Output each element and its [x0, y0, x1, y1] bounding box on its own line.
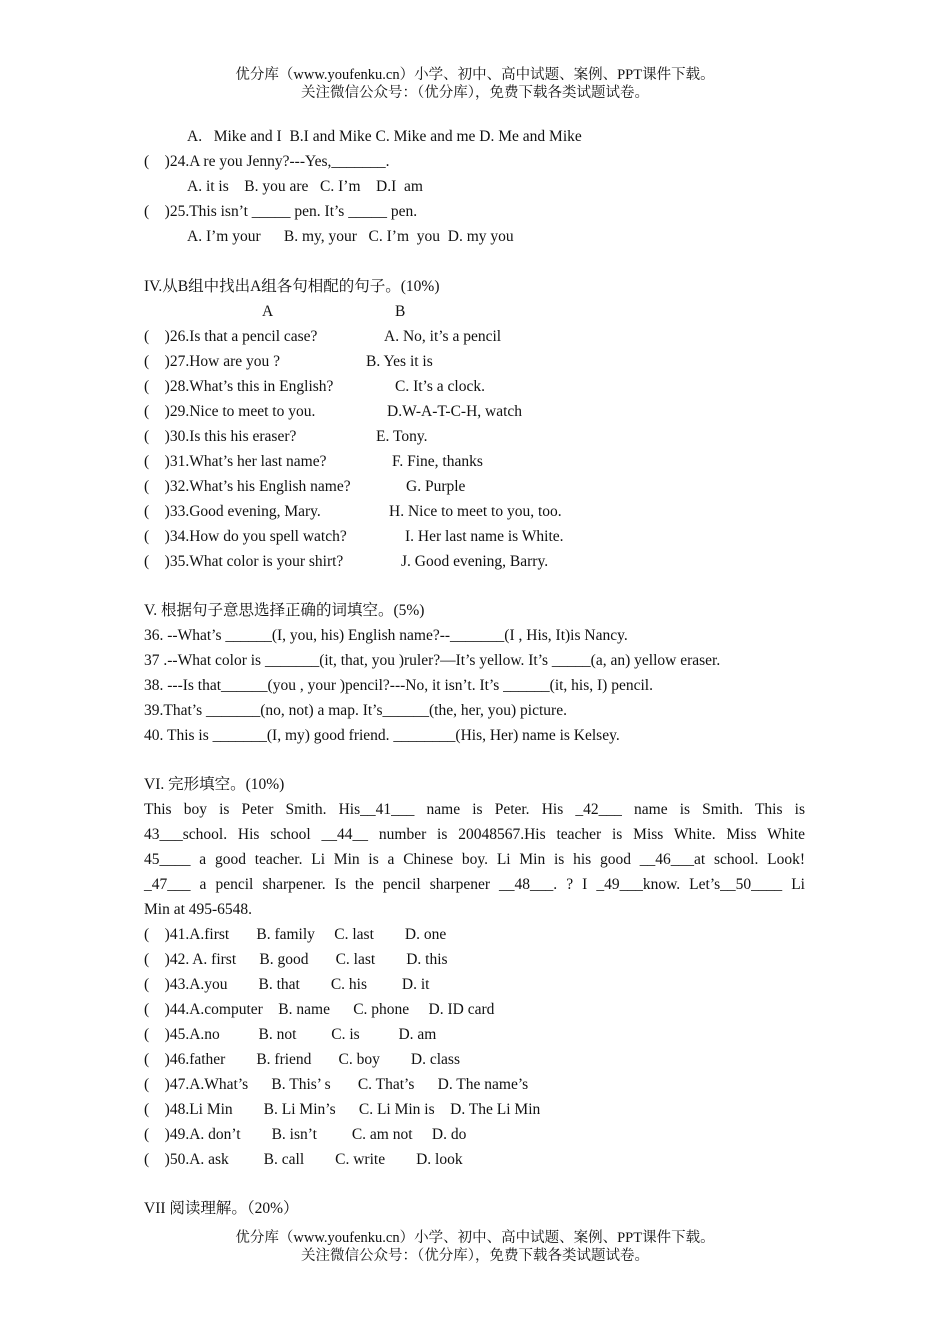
match-answer: J. Good evening, Barry.	[401, 553, 549, 570]
section-5-title: V. 根据句子意思选择正确的词填空。(5%)	[144, 602, 425, 619]
match-question: ( )28.What’s this in English?	[144, 378, 334, 395]
cloze-question: ( )50.A. ask B. call C. write D. look	[144, 1151, 463, 1168]
cloze-question: ( )43.A.you B. that C. his D. it	[144, 976, 430, 993]
page-header	[0, 66, 950, 102]
cloze-question: ( )42. A. first B. good C. last D. this	[144, 951, 448, 968]
fill-in-item: 38. ---Is that______(you , your )pencil?---No, it isn’t. It’s ______(it, his, I) pencil.	[144, 677, 653, 694]
cloze-question: ( )47.A.What’s B. This’ s C. That’s D. The name’s	[144, 1076, 529, 1093]
cloze-question: ( )46.father B. friend C. boy D. class	[144, 1051, 460, 1068]
passage-line: Min at 495-6548.	[144, 901, 253, 918]
footer-line-1: 优分库（www.youfenku.cn）小学、初中、高中试题、案例、PPT课件下载。	[235, 1230, 715, 1246]
fill-in-item: 37 .--What color is _______(it, that, you )ruler?—It’s yellow. It’s _____(a, an) yellow eraser.	[144, 652, 721, 669]
match-answer: G. Purple	[406, 478, 466, 495]
section-7-title: VII 阅读理解。（20%）	[144, 1200, 299, 1217]
q23-options: A. Mike and I B.I and Mike C. Mike and me D. Me and Mike	[187, 128, 582, 145]
match-answer: F. Fine, thanks	[392, 453, 483, 470]
q25-question: ( )25.This isn’t _____ pen. It’s _____ pen.	[144, 203, 418, 220]
cloze-question: ( )44.A.computer B. name C. phone D. ID card	[144, 1001, 495, 1018]
match-answer: D.W-A-T-C-H, watch	[387, 403, 523, 420]
match-question: ( )33.Good evening, Mary.	[144, 503, 321, 520]
cloze-question: ( )49.A. don’t B. isn’t C. am not D. do	[144, 1126, 467, 1143]
match-question: ( )30.Is this his eraser?	[144, 428, 297, 445]
passage-line: This boy is Peter Smith. His__41___ name is Peter. His _42___ name is Smith. This is	[144, 801, 805, 818]
fill-in-item: 40. This is _______(I, my) good friend. ________(His, Her) name is Kelsey.	[144, 727, 620, 744]
page-footer	[0, 1229, 950, 1265]
cloze-question: ( )48.Li Min B. Li Min’s C. Li Min is D. The Li Min	[144, 1101, 541, 1118]
column-b-heading: B	[395, 303, 406, 320]
q24-question: ( )24.A re you Jenny?---Yes,_______.	[144, 153, 390, 170]
match-question: ( )27.How are you ?	[144, 353, 281, 370]
match-question: ( )29.Nice to meet to you.	[144, 403, 316, 420]
match-question: ( )26.Is that a pencil case?	[144, 328, 318, 345]
q25-options: A. I’m your B. my, your C. I’m you D. my you	[187, 228, 514, 245]
cloze-passage	[144, 797, 805, 922]
cloze-question: ( )41.A.first B. family C. last D. one	[144, 926, 447, 943]
match-question: ( )34.How do you spell watch?	[144, 528, 347, 545]
q24-options: A. it is B. you are C. I’m D.I am	[187, 178, 423, 195]
column-a-heading: A	[262, 303, 274, 320]
header-line-2: 关注微信公众号：（优分库），免费下载各类试题试卷。	[301, 85, 649, 101]
passage-line: 45____ a good teacher. Li Min is a Chinese boy. Li Min is his good __46___at school. Look!	[144, 851, 805, 868]
section-6-title: VI. 完形填空。(10%)	[144, 776, 285, 793]
section-4-title: IV.从B组中找出A组各句相配的句子。(10%)	[144, 278, 440, 295]
match-question: ( )35.What color is your shirt?	[144, 553, 344, 570]
match-answer: E. Tony.	[376, 428, 428, 445]
match-question: ( )32.What’s his English name?	[144, 478, 351, 495]
match-question: ( )31.What’s her last name?	[144, 453, 327, 470]
match-answer: C. It’s a clock.	[395, 378, 485, 395]
match-answer: H. Nice to meet to you, too.	[389, 503, 562, 520]
passage-line: 43___school. His school __44__ number is 20048567.His teacher is Miss White. Miss White	[144, 826, 805, 843]
cloze-question: ( )45.A.no B. not C. is D. am	[144, 1026, 437, 1043]
footer-line-2: 关注微信公众号：（优分库），免费下载各类试题试卷。	[301, 1248, 649, 1264]
match-answer: I. Her last name is White.	[405, 528, 564, 545]
fill-in-item: 39.That’s _______(no, not) a map. It’s______(the, her, you) picture.	[144, 702, 567, 719]
fill-in-item: 36. --What’s ______(I, you, his) English name?--_______(I , His, It)is Nancy.	[144, 627, 628, 644]
passage-line: _47___ a pencil sharpener. Is the pencil sharpener __48___. ? I _49___know. Let’s__50____ Li	[144, 876, 805, 893]
header-line-1: 优分库（www.youfenku.cn）小学、初中、高中试题、案例、PPT课件下载。	[235, 67, 715, 83]
match-answer: B. Yes it is	[366, 353, 433, 370]
match-answer: A. No, it’s a pencil	[384, 328, 502, 345]
